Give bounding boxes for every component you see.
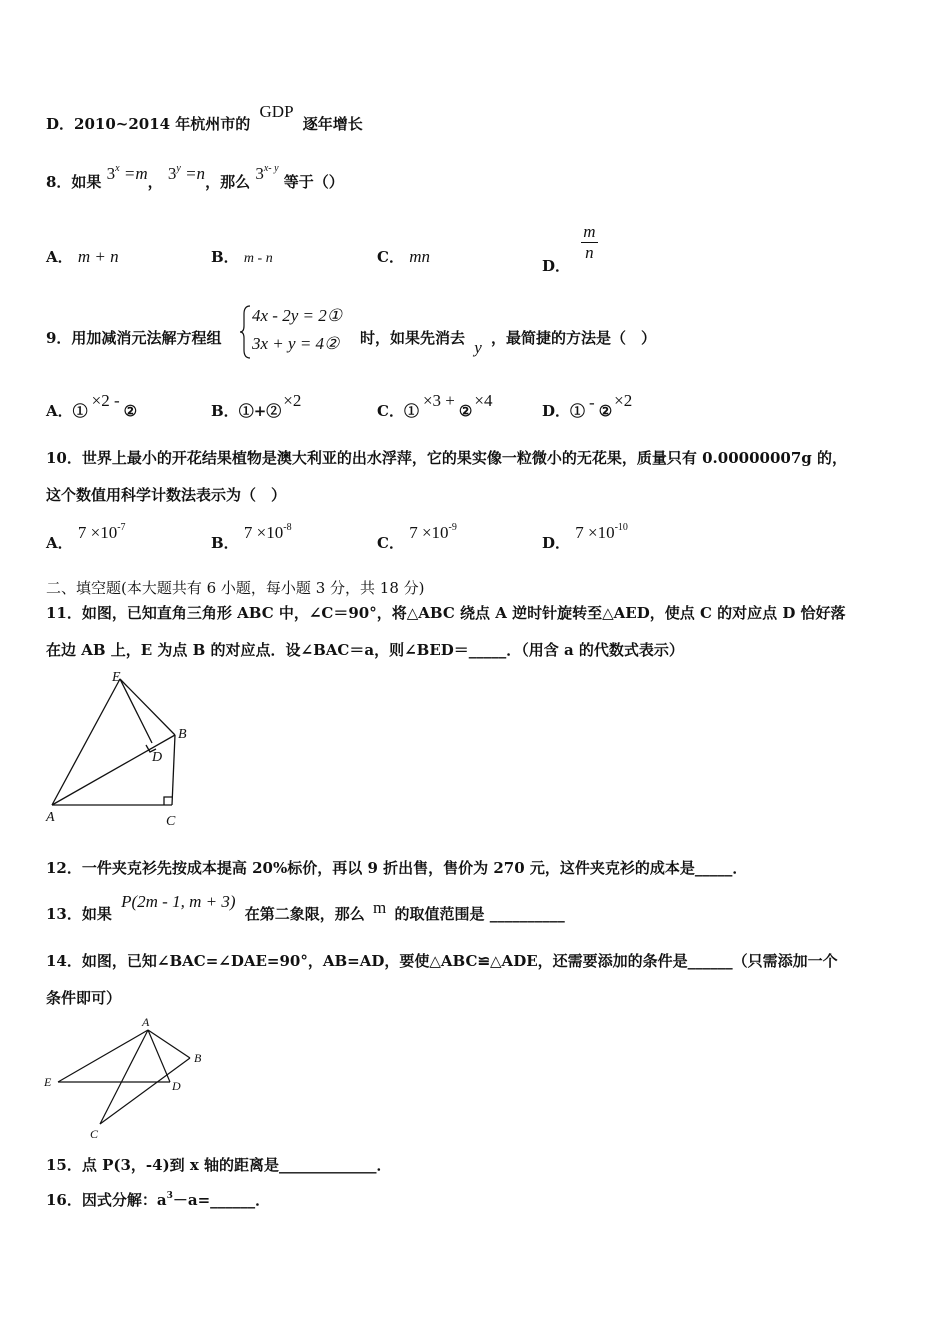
q8-option-d: D． $\frac{m}{n}$: [542, 222, 596, 275]
q8-eq2: $3^y =n$: [167, 163, 206, 183]
q8-option-b: B． m - n: [211, 248, 273, 266]
q10-option-a: A． $7 \times 10^{-7}$: [46, 522, 126, 552]
q10-option-b: B． $7 \times 10^{-8}$: [211, 522, 292, 552]
q9-var: y: [474, 338, 482, 357]
question-11-line1: 11．如图，已知直角三角形 ABC 中，∠C＝90°，将△ABC 绕点 A 逆时针旋转至△AED，使点 C 的对应点 D 恰好落: [46, 604, 846, 622]
q8-mid: ，那么: [205, 173, 251, 191]
brace-icon: [240, 304, 252, 360]
q16-tail: －a=______．: [172, 1191, 271, 1209]
q9-option-a: A．①×2 -②: [46, 391, 138, 420]
q7d-tail: 逐年增长: [302, 115, 363, 133]
right-angle-c: [164, 797, 172, 805]
segment-bc: [172, 735, 175, 805]
question-14-line2: 条件即可）: [46, 989, 122, 1007]
label-d: D: [172, 1079, 181, 1093]
equation-1: 4x - 2y = 2①: [252, 306, 342, 325]
q16-sup: 3: [166, 1191, 173, 1201]
q9-option-c: C．①×3 +②×4: [377, 391, 493, 420]
question-9-rest: [360, 328, 657, 357]
q11-figure: [40, 665, 200, 835]
question-16: [46, 1190, 270, 1213]
label-d: D: [152, 750, 163, 765]
q8-tail: 等于（）: [283, 173, 344, 191]
label-b: B: [178, 727, 187, 742]
question-12: 12．一件夹克衫先按成本提高 20%标价，再以 9 折出售，售价为 270 元，这件夹克衫的成本是_____．: [46, 859, 748, 877]
question-14-line1: 14．如图，已知∠BAC=∠DAE=90°，AB=AD，要使△ABC≌△ADE，还需要添加的条件是______（只需添加一个: [46, 952, 838, 970]
section-2-heading: 二、填空题(本大题共有 6 小题，每小题 3 分，共 18 分): [46, 579, 425, 597]
question-11-line2: 在边 AB 上，E 为点 B 的对应点．设∠BAC＝a，则∠BED＝_____．（用含 a 的代数式表示）: [46, 641, 684, 659]
question-8: [46, 163, 344, 195]
equation-system: [240, 304, 360, 360]
q7d-label: D．2010~2014 年杭州市的: [46, 115, 251, 133]
q13-tail: 的取值范围是 __________: [394, 905, 565, 923]
q9-option-b: B．①+②×2: [211, 391, 302, 420]
q8-comma: ，: [147, 173, 163, 191]
question-15: 15．点 P(3，-4)到 x 轴的距离是_____________．: [46, 1156, 392, 1174]
segment-eb: [120, 679, 175, 735]
q16-prefix: 16．因式分解：a: [46, 1191, 167, 1209]
q10-option-c: C． $7 \times 10^{-9}$: [377, 522, 457, 552]
equation-2: 3x + y = 4②: [252, 334, 340, 353]
label-a: A: [46, 810, 55, 825]
label-c: C: [166, 814, 176, 829]
segment-ed: [120, 679, 152, 743]
question-9-prefix: 9．用加减消元法解方程组: [46, 329, 222, 347]
gdp-text: GDP: [259, 102, 294, 121]
q9-option-d: D．① - ②×2: [542, 391, 633, 420]
label-e: E: [44, 1075, 52, 1089]
label-c: C: [90, 1127, 99, 1141]
q8-prefix: 8．如果: [46, 173, 102, 191]
q9-tail: ，最简捷的方法是（ ）: [491, 329, 657, 347]
q8-eq3: 3$^{x- y}$: [255, 163, 279, 183]
label-a: A: [142, 1015, 150, 1029]
q8-option-a: A． m + n: [46, 247, 119, 266]
q14-figure: [40, 1012, 220, 1147]
label-b: B: [194, 1051, 202, 1065]
q8-option-c: C． mn: [377, 247, 430, 266]
question-13: [46, 892, 565, 924]
q9-mid: 时，如果先消去: [360, 329, 466, 347]
q13-prefix: 13．如果: [46, 905, 112, 923]
question-10-line2: 这个数值用科学计数法表示为（ ）: [46, 486, 287, 504]
label-e: E: [112, 670, 121, 685]
q13-mid: 在第二象限，那么: [244, 905, 365, 923]
q10-option-d: D． $7 \times 10^{-10}$: [542, 522, 628, 552]
q13-point: P(2m - 1, m + 3): [121, 892, 236, 911]
q8-eq1: $3^x =m$: [106, 163, 148, 183]
question-10-line1: 10．世界上最小的开花结果植物是澳大利亚的出水浮萍，它的果实像一粒微小的无花果，质量只有 0.00000007g 的，: [46, 449, 847, 467]
q7-option-d: [46, 102, 363, 134]
q13-var: m: [373, 898, 387, 917]
